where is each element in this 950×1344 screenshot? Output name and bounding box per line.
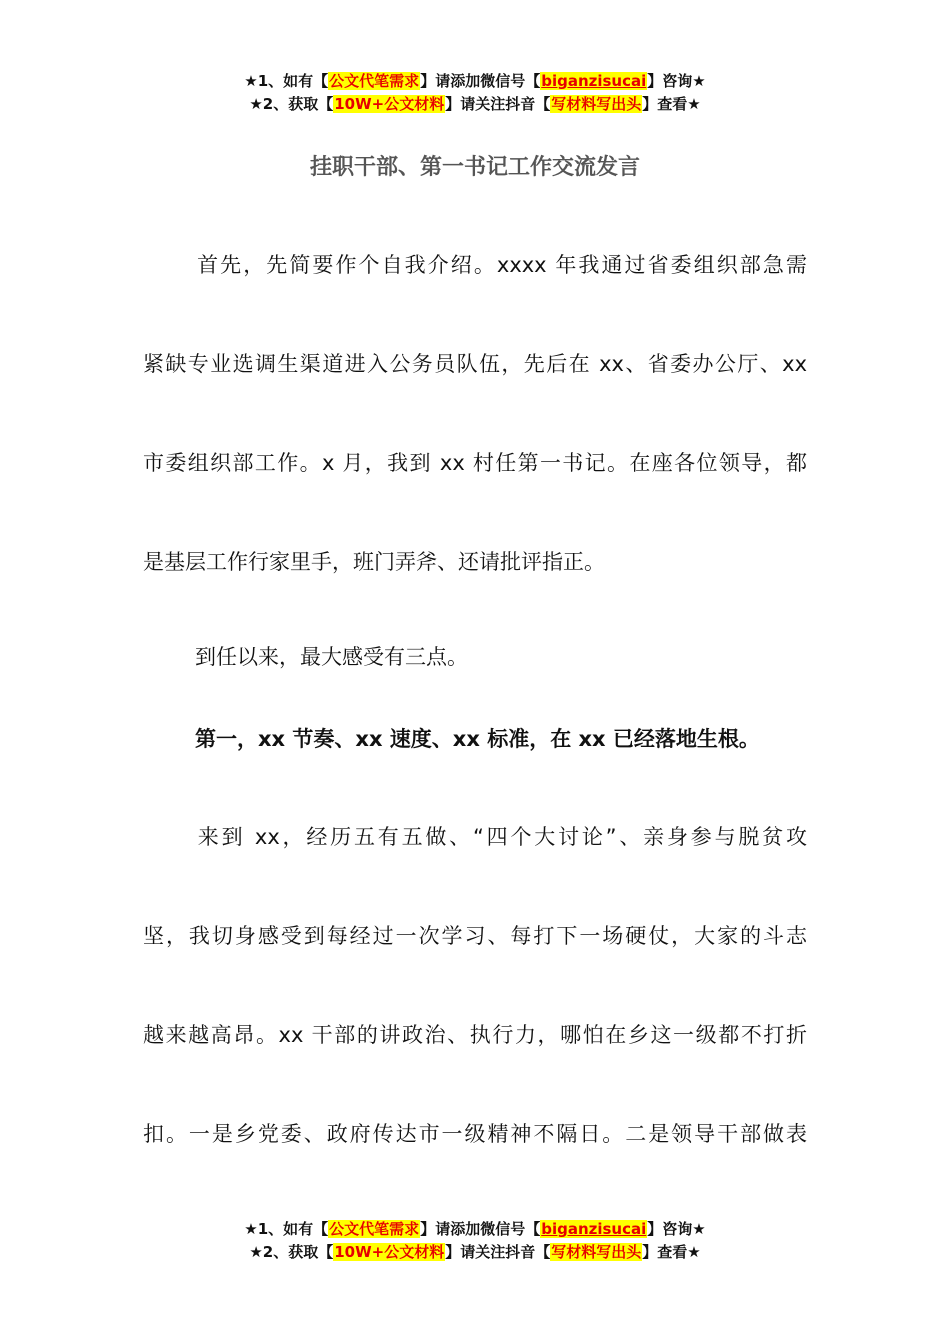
banner-highlight: 公文代笔需求 [329,1220,420,1238]
footer-banner-line-2 [0,1241,950,1264]
douyin-name-highlight: 写材料写出头 [551,95,642,113]
banner-text: 】咨询★ [647,1220,706,1238]
paragraph-line: 扣。一是乡党委、政府传达市一级精神不隔日。二是领导干部做表 [143,1122,807,1146]
banner-text: ★1、如有【 [244,72,329,90]
banner-text: ★1、如有【 [244,1220,329,1238]
paragraph-line: 紧缺专业选调生渠道进入公务员队伍，先后在 xx、省委办公厅、xx [143,352,807,376]
banner-highlight: 10W+公文材料 [334,1243,445,1261]
banner-text: 】查看★ [642,1243,701,1261]
banner-text: 】请关注抖音【 [445,95,551,113]
paragraph-line: 越来越高昂。xx 干部的讲政治、执行力，哪怕在乡这一级都不打折 [143,1023,807,1047]
banner-text: ★2、获取【 [249,1243,334,1261]
paragraph-experience [143,788,807,1184]
paragraph-intro [143,216,807,612]
header-banner [0,70,950,116]
heading-line: 第一，xx 节奏、xx 速度、xx 标准，在 xx 已经落地生根。 [195,727,760,751]
paragraph-line: 是基层工作行家里手，班门弄斧、还请批评指正。 [143,550,605,574]
banner-text: 】咨询★ [647,72,706,90]
banner-text: 】请添加微信号【 [420,1220,541,1238]
banner-text: 】请关注抖音【 [445,1243,551,1261]
banner-text: 】请添加微信号【 [420,72,541,90]
paragraph-line: 首先，先简要作个自我介绍。xxxx 年我通过省委组织部急需 [195,253,807,277]
document-title: 挂职干部、第一书记工作交流发言 [309,155,640,180]
paragraph-line: 来到 xx，经历五有五做、“四个大讨论”、亲身参与脱贫攻 [195,825,807,849]
paragraph-line: 市委组织部工作。x 月，我到 xx 村任第一书记。在座各位领导，都 [143,451,807,475]
footer-banner-line-1 [0,1218,950,1241]
banner-highlight: 10W+公文材料 [334,95,445,113]
banner-text: 】查看★ [642,95,701,113]
paragraph-line: 到任以来，最大感受有三点。 [195,645,468,669]
header-banner-line-2 [0,93,950,116]
paragraph-line: 坚，我切身感受到每经过一次学习、每打下一场硬仗，大家的斗志 [143,924,807,948]
banner-text: ★2、获取【 [249,95,334,113]
footer-banner [0,1218,950,1264]
header-banner-line-1 [0,70,950,93]
banner-highlight: 公文代笔需求 [329,72,420,90]
section-heading-1 [143,690,807,789]
wechat-id-highlight: biganzisucai [541,72,647,90]
wechat-id-highlight: biganzisucai [541,1220,647,1238]
douyin-name-highlight: 写材料写出头 [551,1243,642,1261]
